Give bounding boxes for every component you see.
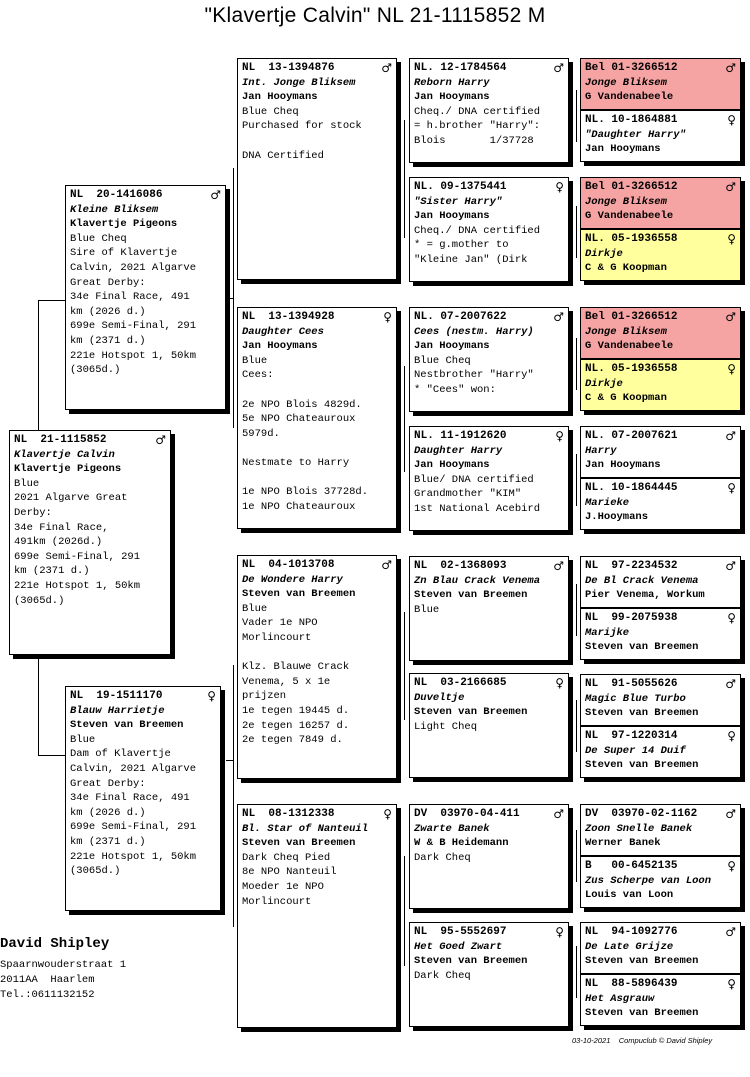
pigeon-card-gen4 xyxy=(580,110,741,162)
pigeon-info-line: 221e Hotspot 1, 50km xyxy=(14,579,141,592)
pigeon-info-line: Moeder 1e NPO xyxy=(242,880,324,893)
pigeon-header xyxy=(585,310,736,325)
connector-line xyxy=(576,454,577,506)
pigeon-header xyxy=(242,61,392,76)
pigeon-info-line: Nestbrother "Harry" xyxy=(414,369,534,382)
pigeon-info-line xyxy=(242,646,392,661)
pigeon-name: Kleine Bliksem xyxy=(70,203,159,216)
pigeon-name: Zoon Snelle Banek xyxy=(585,822,693,835)
pigeon-name: Reborn Harry xyxy=(414,76,490,89)
ring-number: NL. 09-1375441 xyxy=(414,181,507,193)
pigeon-header xyxy=(414,310,564,325)
pigeon-name: Zwarte Banek xyxy=(414,822,490,835)
ring-number: NL 08-1312338 xyxy=(242,808,335,820)
pigeon-owner: Steven van Breemen xyxy=(585,641,699,654)
ring-number: Bel 01-3266512 xyxy=(585,311,678,323)
connector-line xyxy=(233,168,234,428)
pigeon-info-line: Morlincourt xyxy=(242,631,312,644)
female-symbol-icon: ♀ xyxy=(727,232,736,247)
ring-number: DV 03970-04-411 xyxy=(414,808,520,820)
pigeon-name: De Wondere Harry xyxy=(242,573,343,586)
pigeon-header xyxy=(70,689,216,704)
ring-number: NL 03-2166685 xyxy=(414,677,507,689)
pigeon-info-line: Blue xyxy=(414,603,440,616)
pigeon-info-line: Dark Cheq Pied xyxy=(242,851,331,864)
pigeon-card-gen2 xyxy=(237,307,397,529)
pigeon-card-gen4 xyxy=(580,556,741,608)
pigeon-info-line: Derby: xyxy=(14,506,52,519)
pigeon-info-line: 1e tegen 19445 d. xyxy=(242,704,350,717)
ring-number: NL 13-1394876 xyxy=(242,62,335,74)
pigeon-name: Marijke xyxy=(585,626,630,639)
pigeon-info-line: (3065d.) xyxy=(14,594,65,607)
pigeon-info-line: * "Cees" won: xyxy=(414,383,496,396)
pigeon-header xyxy=(585,180,736,195)
pigeon-header xyxy=(585,481,736,496)
pigeon-card-gen3 xyxy=(409,307,569,412)
pigeon-owner: Werner Banek xyxy=(585,837,661,850)
pigeon-header xyxy=(585,232,736,247)
pigeon-info-line: 221e Hotspot 1, 50km xyxy=(70,850,197,863)
pigeon-info-line: Blue/ DNA certified xyxy=(414,473,534,486)
male-symbol-icon: ♂ xyxy=(725,310,736,325)
pigeon-card-gen4 xyxy=(580,856,741,908)
pigeon-info-line: km (2026 d.) xyxy=(70,305,146,318)
pigeon-info-line: 1e NPO Blois 37728d. xyxy=(242,486,369,499)
pigeon-owner: Steven van Breemen xyxy=(585,955,699,968)
connector-line xyxy=(576,584,577,636)
pigeon-info-line: * = g.mother to xyxy=(414,239,509,252)
pigeon-info-line: Dark Cheq xyxy=(414,969,471,982)
pigeon-info-line: Nestmate to Harry xyxy=(242,456,350,469)
male-symbol-icon: ♂ xyxy=(381,558,392,573)
pigeon-info-line: 699e Semi-Final, 291 xyxy=(70,821,197,834)
pigeon-card-gen3 xyxy=(409,673,569,778)
pigeon-info-line: Dam of Klavertje xyxy=(70,748,171,761)
ring-number: NL. 05-1936558 xyxy=(585,363,678,375)
pigeon-info-line: 221e Hotspot 1, 50km xyxy=(70,349,197,362)
pigeon-info-line xyxy=(242,441,392,456)
connector-line xyxy=(404,366,405,472)
pigeon-card-gen4 xyxy=(580,478,741,530)
pigeon-info-line: 699e Semi-Final, 291 xyxy=(14,550,141,563)
pigeon-owner: Klavertje Pigeons xyxy=(70,218,178,231)
female-symbol-icon: ♀ xyxy=(727,113,736,128)
pigeon-info-line: Blue xyxy=(242,602,268,615)
pigeon-header xyxy=(414,61,564,76)
pigeon-card-gen2 xyxy=(237,804,397,1028)
pigeon-header xyxy=(585,559,736,574)
pigeon-owner: Pier Venema, Workum xyxy=(585,589,705,602)
pigeon-info-line: Cees: xyxy=(242,369,274,382)
male-symbol-icon: ♂ xyxy=(725,559,736,574)
pigeon-info-line: (3065d.) xyxy=(70,364,121,377)
pigeon-name: De Late Grijze xyxy=(585,940,674,953)
ring-number: NL 97-1220314 xyxy=(585,730,678,742)
pigeon-card-gen4 xyxy=(580,608,741,660)
male-symbol-icon: ♂ xyxy=(553,559,564,574)
male-symbol-icon: ♂ xyxy=(725,807,736,822)
female-symbol-icon: ♀ xyxy=(727,729,736,744)
pigeon-owner: Jan Hooymans xyxy=(585,459,661,472)
pigeon-info-line: 1e NPO Chateauroux xyxy=(242,500,356,513)
ring-number: NL 88-5896439 xyxy=(585,978,678,990)
pigeon-owner: Jan Hooymans xyxy=(414,459,490,472)
pigeon-info-line: 34e Final Race, 491 xyxy=(70,792,190,805)
pigeon-name: Cees (nestm. Harry) xyxy=(414,325,534,338)
pigeon-info-line: Blois 1/37728 xyxy=(414,134,534,147)
pigeon-info-line: 5e NPO Chateauroux xyxy=(242,413,356,426)
pigeon-header xyxy=(585,807,736,822)
ring-number: NL. 10-1864445 xyxy=(585,482,678,494)
pigeon-info-line: Dark Cheq xyxy=(414,851,471,864)
pigeon-header xyxy=(14,433,166,448)
connector-line xyxy=(38,755,65,756)
pigeon-card-subject xyxy=(9,430,171,655)
ring-number: NL. 05-1936558 xyxy=(585,233,678,245)
pigeon-header xyxy=(414,676,564,691)
pigeon-info-line: 2e NPO Blois 4829d. xyxy=(242,398,362,411)
pigeon-card-gen4 xyxy=(580,426,741,478)
pigeon-card-gen2 xyxy=(237,58,397,280)
pigeon-name: "Sister Harry" xyxy=(414,195,503,208)
male-symbol-icon: ♂ xyxy=(553,61,564,76)
pigeon-owner: Jan Hooymans xyxy=(414,91,490,104)
ring-number: NL. 10-1864881 xyxy=(585,114,678,126)
pigeon-info-line: Grandmother "KIM" xyxy=(414,488,522,501)
male-symbol-icon: ♂ xyxy=(210,188,221,203)
pigeon-name: Jonge Bliksem xyxy=(585,76,667,89)
pigeon-name: Het Asgrauw xyxy=(585,992,655,1005)
pigeon-name: De Super 14 Duif xyxy=(585,744,686,757)
female-symbol-icon: ♀ xyxy=(727,481,736,496)
pigeon-header xyxy=(585,429,736,444)
pigeon-header xyxy=(414,180,564,195)
male-symbol-icon: ♂ xyxy=(553,310,564,325)
pigeon-card-dam xyxy=(65,686,221,911)
pigeon-info-line: km (2026 d.) xyxy=(70,806,146,819)
connector-line xyxy=(226,298,233,299)
pigeon-info-line: 1st National Acebird xyxy=(414,502,541,515)
pigeon-header xyxy=(585,362,736,377)
ring-number: NL 91-5055626 xyxy=(585,678,678,690)
pigeon-owner: Jan Hooymans xyxy=(585,143,661,156)
connector-line xyxy=(38,300,65,301)
pigeon-header xyxy=(585,729,736,744)
ring-number: NL 02-1368093 xyxy=(414,560,507,572)
breeder-city: 2011AA Haarlem xyxy=(0,974,95,986)
pigeon-card-gen3 xyxy=(409,58,569,163)
pigeon-card-gen4 xyxy=(580,307,741,359)
pigeon-info-line: Klz. Blauwe Crack xyxy=(242,661,350,674)
connector-line xyxy=(404,612,405,720)
pigeon-info-line: Great Derby: xyxy=(70,276,146,289)
pigeon-name: Dirkje xyxy=(585,247,623,260)
pigeon-name: Bl. Star of Nanteuil xyxy=(242,822,369,835)
male-symbol-icon: ♂ xyxy=(381,61,392,76)
pigeon-header xyxy=(585,611,736,626)
connector-line xyxy=(404,856,405,966)
breeder-street: Spaarnwouderstraat 1 xyxy=(0,959,127,971)
pigeon-owner: Steven van Breemen xyxy=(414,589,528,602)
ring-number: NL. 07-2007621 xyxy=(585,430,678,442)
pigeon-name: Jonge Bliksem xyxy=(585,195,667,208)
pigeon-owner: Steven van Breemen xyxy=(70,719,184,732)
breeder-name: David Shipley xyxy=(0,936,110,952)
ring-number: DV 03970-02-1162 xyxy=(585,808,698,820)
pigeon-card-gen3 xyxy=(409,426,569,531)
pigeon-owner: Steven van Breemen xyxy=(242,837,356,850)
pigeon-card-gen2 xyxy=(237,555,397,779)
connector-line xyxy=(233,665,234,927)
ring-number: NL 20-1416086 xyxy=(70,189,163,201)
ring-number: NL 99-2075938 xyxy=(585,612,678,624)
pigeon-card-gen4 xyxy=(580,177,741,229)
pigeon-name: Dirkje xyxy=(585,377,623,390)
pigeon-name: Jonge Bliksem xyxy=(585,325,667,338)
ring-number: NL 19-1511170 xyxy=(70,690,163,702)
pigeon-owner: Steven van Breemen xyxy=(585,1007,699,1020)
ring-number: B 00-6452135 xyxy=(585,860,678,872)
pigeon-header xyxy=(242,558,392,573)
pigeon-owner: G Vandenabeele xyxy=(585,91,674,104)
connector-line xyxy=(226,760,233,761)
pigeon-card-gen4 xyxy=(580,58,741,110)
male-symbol-icon: ♂ xyxy=(553,807,564,822)
pigeon-card-gen3 xyxy=(409,556,569,661)
pigeon-info-line: Blue xyxy=(70,733,96,746)
connector-line xyxy=(576,946,577,998)
pigeon-owner: Jan Hooymans xyxy=(242,91,318,104)
pigeon-owner: C & G Koopman xyxy=(585,392,667,405)
pigeon-name: Het Goed Zwart xyxy=(414,940,503,953)
female-symbol-icon: ♀ xyxy=(727,362,736,377)
pigeon-header xyxy=(414,429,564,444)
pigeon-name: De Bl Crack Venema xyxy=(585,574,699,587)
pigeon-card-gen4 xyxy=(580,229,741,281)
pigeon-header xyxy=(585,925,736,940)
pigeon-info-line: Blue Cheq xyxy=(242,105,299,118)
pigeon-header xyxy=(414,807,564,822)
pigeon-owner: G Vandenabeele xyxy=(585,340,674,353)
pigeon-name: Marieke xyxy=(585,496,630,509)
pigeon-owner: C & G Koopman xyxy=(585,262,667,275)
male-symbol-icon: ♂ xyxy=(155,433,166,448)
pigeon-header xyxy=(585,113,736,128)
pigeon-info-line xyxy=(242,383,392,398)
female-symbol-icon: ♀ xyxy=(727,611,736,626)
pigeon-name: Harry xyxy=(585,444,617,457)
female-symbol-icon: ♀ xyxy=(555,180,564,195)
ring-number: NL. 12-1784564 xyxy=(414,62,507,74)
pigeon-name: Duveltje xyxy=(414,691,465,704)
pigeon-header xyxy=(585,859,736,874)
pigeon-owner: G Vandenabeele xyxy=(585,210,674,223)
pigeon-info-line xyxy=(242,471,392,486)
ring-number: NL. 11-1912620 xyxy=(414,430,507,442)
female-symbol-icon: ♀ xyxy=(555,429,564,444)
pigeon-card-gen4 xyxy=(580,922,741,974)
breeder-info xyxy=(0,936,126,1003)
breeder-phone: Tel.:0611132152 xyxy=(0,989,95,1001)
pigeon-header xyxy=(585,977,736,992)
pigeon-info-line: 8e NPO Nanteuil xyxy=(242,866,337,879)
female-symbol-icon: ♀ xyxy=(383,807,392,822)
pigeon-owner: Jan Hooymans xyxy=(242,340,318,353)
pigeon-header xyxy=(414,559,564,574)
pigeon-info-line: Sire of Klavertje xyxy=(70,247,178,260)
pigeon-info-line: 34e Final Race, 491 xyxy=(70,291,190,304)
pigeon-owner: Steven van Breemen xyxy=(585,759,699,772)
pigeon-owner: Jan Hooymans xyxy=(414,210,490,223)
pigeon-info-line: = h.brother "Harry": xyxy=(414,120,541,133)
ring-number: NL. 07-2007622 xyxy=(414,311,507,323)
pigeon-owner: Jan Hooymans xyxy=(414,340,490,353)
ring-number: NL 97-2234532 xyxy=(585,560,678,572)
pigeon-owner: Steven van Breemen xyxy=(242,588,356,601)
pigeon-name: Zus Scherpe van Loon xyxy=(585,874,712,887)
pigeon-info-line: 699e Semi-Final, 291 xyxy=(70,320,197,333)
connector-line xyxy=(38,300,39,430)
pigeon-owner: Klavertje Pigeons xyxy=(14,463,122,476)
pigeon-info-line: Cheq./ DNA certified xyxy=(414,105,541,118)
pigeon-name: Magic Blue Turbo xyxy=(585,692,686,705)
pigeon-header xyxy=(242,807,392,822)
female-symbol-icon: ♀ xyxy=(727,977,736,992)
pigeon-info-line: "Kleine Jan" (Dirk xyxy=(414,253,528,266)
pigeon-name: Daughter Harry xyxy=(414,444,503,457)
pigeon-header xyxy=(242,310,392,325)
ring-number: NL 04-1013708 xyxy=(242,559,335,571)
ring-number: NL 21-1115852 xyxy=(14,434,107,446)
female-symbol-icon: ♀ xyxy=(727,859,736,874)
pigeon-name: Daughter Cees xyxy=(242,325,324,338)
pigeon-info-line: Blue xyxy=(14,477,40,490)
male-symbol-icon: ♂ xyxy=(725,677,736,692)
pigeon-name: Int. Jonge Bliksem xyxy=(242,76,356,89)
pigeon-owner: Louis van Loon xyxy=(585,889,674,902)
pigeon-info-line: Calvin, 2021 Algarve xyxy=(70,261,197,274)
pigeon-info-line: (3065d.) xyxy=(70,865,121,878)
pigeon-info-line xyxy=(242,134,392,149)
footer-credit: 03-10-2021 Compuclub © David Shipley xyxy=(572,1036,713,1045)
connector-line xyxy=(404,120,405,238)
pigeon-info-line: Blue Cheq xyxy=(414,354,471,367)
pigeon-info-line: km (2371 d.) xyxy=(14,565,90,578)
pigeon-info-line: Blue Cheq xyxy=(70,232,127,245)
pigeon-header xyxy=(585,61,736,76)
pigeon-card-gen4 xyxy=(580,804,741,856)
female-symbol-icon: ♀ xyxy=(383,310,392,325)
pigeon-info-line: Purchased for stock xyxy=(242,120,362,133)
connector-line xyxy=(38,655,39,755)
pigeon-card-gen4 xyxy=(580,674,741,726)
pigeon-info-line: Vader 1e NPO xyxy=(242,617,318,630)
pigeon-info-line: Cheq./ DNA certified xyxy=(414,224,541,237)
pigeon-header xyxy=(414,925,564,940)
pigeon-owner: W & B Heidemann xyxy=(414,837,509,850)
pigeon-info-line: Great Derby: xyxy=(70,777,146,790)
connector-line xyxy=(576,338,577,390)
pigeon-owner: Steven van Breemen xyxy=(414,706,528,719)
pigeon-name: Blauw Harrietje xyxy=(70,704,165,717)
pigeon-card-gen4 xyxy=(580,974,741,1026)
male-symbol-icon: ♂ xyxy=(725,429,736,444)
pigeon-info-line: 491km (2026d.) xyxy=(14,536,103,549)
pigeon-name: Klavertje Calvin xyxy=(14,448,115,461)
pigeon-info-line: 34e Final Race, xyxy=(14,521,109,534)
pigeon-name: "Daughter Harry" xyxy=(585,128,686,141)
ring-number: Bel 01-3266512 xyxy=(585,181,678,193)
pigeon-info-line: 5979d. xyxy=(242,427,280,440)
female-symbol-icon: ♀ xyxy=(207,689,216,704)
pigeon-card-gen4 xyxy=(580,359,741,411)
pigeon-info-line: km (2371 d.) xyxy=(70,334,146,347)
pigeon-info-line: 2e tegen 7849 d. xyxy=(242,734,343,747)
pigeon-header xyxy=(70,188,221,203)
pigeon-info-line: prijzen xyxy=(242,690,287,703)
page-title: "Klavertje Calvin" NL 21-1115852 M xyxy=(204,4,546,27)
connector-line xyxy=(576,830,577,882)
pigeon-info-line: Calvin, 2021 Algarve xyxy=(70,762,197,775)
pigeon-card-gen3 xyxy=(409,922,569,1027)
pigeon-owner: Steven van Breemen xyxy=(585,707,699,720)
male-symbol-icon: ♂ xyxy=(725,180,736,195)
female-symbol-icon: ♀ xyxy=(555,676,564,691)
ring-number: NL 94-1092776 xyxy=(585,926,678,938)
pigeon-info-line: 2e tegen 16257 d. xyxy=(242,719,350,732)
pigeon-info-line: Light Cheq xyxy=(414,720,478,733)
connector-line xyxy=(576,206,577,258)
pigeon-info-line: Blue xyxy=(242,354,268,367)
pigeon-card-gen3 xyxy=(409,177,569,282)
connector-line xyxy=(576,700,577,752)
connector-line xyxy=(576,90,577,142)
pigeon-name: Zn Blau Crack Venema xyxy=(414,574,541,587)
pigeon-card-gen3 xyxy=(409,804,569,909)
pigeon-info-line: Venema, 5 x 1e xyxy=(242,675,331,688)
male-symbol-icon: ♂ xyxy=(725,61,736,76)
pigeon-owner: Steven van Breemen xyxy=(414,955,528,968)
pigeon-owner: J.Hooymans xyxy=(585,511,649,524)
female-symbol-icon: ♀ xyxy=(555,925,564,940)
pigeon-card-gen4 xyxy=(580,726,741,778)
pigeon-info-line: DNA Certified xyxy=(242,149,324,162)
ring-number: Bel 01-3266512 xyxy=(585,62,678,74)
pigeon-info-line: km (2371 d.) xyxy=(70,835,146,848)
pigeon-info-line: 2021 Algarve Great xyxy=(14,492,128,505)
ring-number: NL 13-1394928 xyxy=(242,311,335,323)
pigeon-info-line: Morlincourt xyxy=(242,895,312,908)
male-symbol-icon: ♂ xyxy=(725,925,736,940)
pigeon-header xyxy=(585,677,736,692)
ring-number: NL 95-5552697 xyxy=(414,926,507,938)
pigeon-card-sire xyxy=(65,185,226,410)
